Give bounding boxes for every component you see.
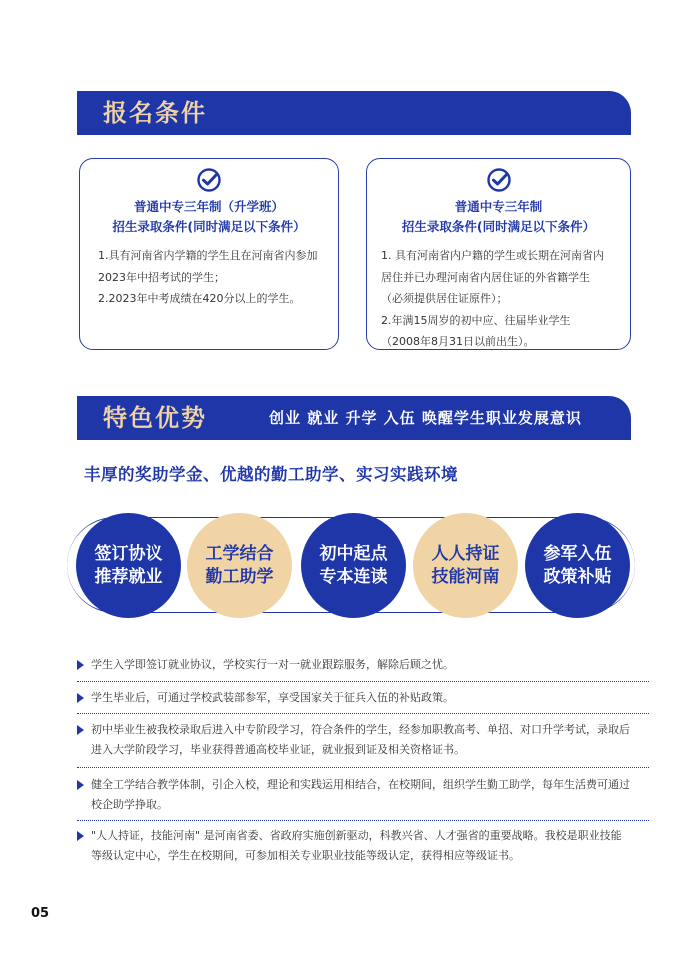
card-line: 1.具有河南省内学籍的学生且在河南省内参加 <box>98 249 318 262</box>
dotted-divider <box>77 820 649 821</box>
card-body <box>98 245 326 310</box>
card-line: （2008年8月31日以前出生）。 <box>381 335 535 348</box>
card-heading: 普通中专三年制（升学班） 招生录取条件(同时满足以下条件） <box>112 199 306 234</box>
advantage-item: 初中毕业生被我校录取后进入中专阶段学习，符合条件的学生，经参加职教高考、单招、对口升学考试，录取后 进入大学阶段学习，毕业获得普通高校毕业证，就业报到证及相关资格证书。 <box>77 720 649 760</box>
check-circle-icon <box>196 167 222 193</box>
card-line: 2023年中招考试的学生； <box>98 270 225 284</box>
card-line: 1. 具有河南省内户籍的学生或长期在河南省内 <box>381 249 604 262</box>
card-body <box>381 245 618 353</box>
advantage-item: 学生入学即签订就业协议，学校实行一对一就业跟踪服务，解除后顾之忧。 <box>77 655 649 675</box>
bullet-triangle-icon <box>77 780 84 790</box>
advantage-item: 健全工学结合教学体制，引企入校，理论和实践运用相结合，在校期间，组织学生勤工助学，每年生活费可通过 校企助学挣取。 <box>77 775 649 815</box>
dotted-divider <box>77 681 649 682</box>
feature-circle-agreement: 签订协议 推荐就业 <box>76 513 181 618</box>
card-line: 2.2023年中考成绩在420分以上的学生。 <box>98 292 301 305</box>
advantage-item: 学生毕业后，可通过学校武装部参军，享受国家关于征兵入伍的补贴政策。 <box>77 688 649 708</box>
feature-circle-military: 参军入伍 政策补贴 <box>525 513 630 618</box>
card-line: （必须提供居住证原件）； <box>381 292 508 305</box>
section-slogan: 创业 就业 升学 入伍 唤醒学生职业发展意识 <box>269 409 582 427</box>
check-circle-icon <box>486 167 512 193</box>
section-title: 报名条件 <box>103 99 207 127</box>
admission-card-1 <box>79 158 339 350</box>
card-heading: 普通中专三年制 招生录取条件(同时满足以下条件） <box>401 199 596 234</box>
section-banner-registration <box>77 91 631 135</box>
dotted-divider <box>77 767 649 768</box>
bullet-triangle-icon <box>77 831 84 841</box>
feature-circle-certification: 人人持证 技能河南 <box>413 513 518 618</box>
feature-circle-junior-start: 初中起点 专本连读 <box>301 513 406 618</box>
admission-card-2 <box>366 158 631 350</box>
card-line: 2.年满15周岁的初中应、往届毕业学生 <box>381 313 571 327</box>
bullet-triangle-icon <box>77 725 84 735</box>
bullet-triangle-icon <box>77 660 84 670</box>
dotted-divider <box>77 713 649 714</box>
advantage-item: "人人持证，技能河南" 是河南省委、省政府实施创新驱动，科教兴省、人才强省的重要战略。我校是职业技能 等级认定中心，学生在校期间，可参加相关专业职业技能等级认定，获得相应等级证书。 <box>77 826 649 866</box>
page-number: 05 <box>31 906 50 921</box>
feature-circle-work-study: 工学结合 勤工助学 <box>187 513 292 618</box>
card-line: 居住并已办理河南省内居住证的外省籍学生 <box>381 270 590 284</box>
advantages-subtitle: 丰厚的奖助学金、优越的勤工助学、实习实践环境 <box>84 465 458 484</box>
bullet-triangle-icon <box>77 693 84 703</box>
section-title: 特色优势 <box>103 404 207 432</box>
section-banner-advantages <box>77 396 631 440</box>
